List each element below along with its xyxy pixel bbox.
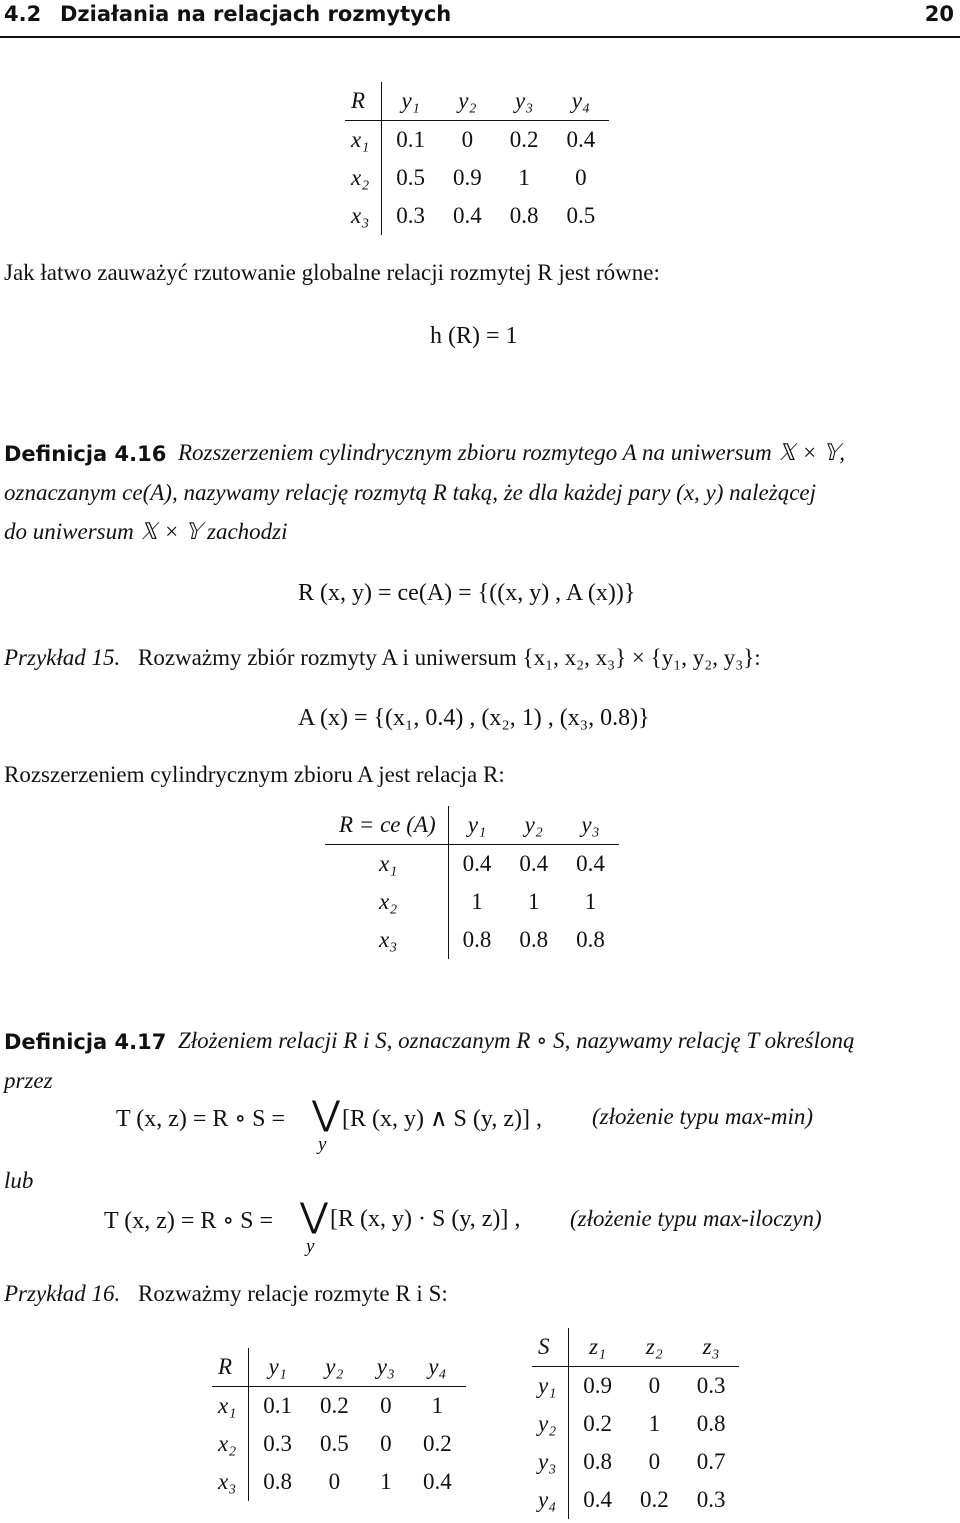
row-header: x₃ [345,197,382,235]
equation-fuzzy-set: A (x) = {(x₁, 0.4) , (x₂, 1) , (x₃, 0.8)} [298,705,650,731]
col-header: y₄ [409,1348,466,1387]
table-cell: 0.8 [519,927,549,952]
table-cell: 0.4 [462,851,492,876]
table-cell: 0 [380,1431,392,1456]
table-cell: 0.1 [396,127,425,152]
table-cell: 0.8 [462,927,492,952]
col-header: y₁ [382,82,439,121]
table-cell: 0.8 [263,1469,292,1494]
equation-note: (złożenie typu max-iloczyn) [570,1206,822,1231]
table-cell: 0.4 [566,127,596,152]
table-corner: R [345,82,382,121]
definition-label: Definicja 4.16 [4,442,167,466]
definition-text: Złożeniem relacji R i S, oznaczanym R ∘ S, nazywamy relację T określoną [178,1028,855,1053]
table-cell: 0.3 [396,203,425,228]
table-cell: 1 [648,1411,661,1436]
equation-cylindrical: R (x, y) = ce(A) = {((x, y) , A (x))} [298,580,636,606]
table-cell: 0.5 [319,1431,349,1456]
operator-subscript: y [306,1236,315,1257]
example-label: Przykład 16. [4,1281,121,1306]
table-cell: 1 [431,1393,444,1418]
equation-max-min-lhs: T (x, z) = R ∘ S = [116,1106,286,1132]
definition-text: Rozszerzeniem cylindrycznym zbioru rozmytego A na uniwersum 𝕏 × 𝕐, [178,440,845,465]
table-cell: 0 [328,1469,341,1494]
row-header: x₃ [212,1463,249,1501]
table-cell: 0.3 [696,1373,726,1398]
col-header: y₁ [448,806,505,845]
table-cell: 0 [648,1449,661,1474]
table-cell: 0.8 [509,203,539,228]
col-header: z₃ [683,1328,740,1367]
table-cell: 0.4 [422,1469,452,1494]
table-cell: 1 [518,165,530,190]
table-corner: R = ce (A) [325,806,448,845]
table-cell: 0.2 [422,1431,452,1456]
table-cell: 0 [380,1393,392,1418]
row-header: y₃ [532,1443,569,1481]
operator-subscript: y [318,1134,327,1155]
equation-note: (złożenie typu max-min) [592,1104,813,1129]
paragraph: Jak łatwo zauważyć rzutowanie globalne relacji rozmytej R jest równe: [4,260,660,285]
relation-table-s [532,1328,739,1519]
row-header: x₂ [212,1425,249,1463]
row-header: x₁ [212,1387,249,1426]
col-header: y₁ [249,1348,306,1387]
table-cell: 1 [471,889,483,914]
equation-max-product-rhs: [R (x, y) · S (y, z)] , [330,1206,521,1232]
col-header: y₂ [505,806,562,845]
table-cell: 0 [575,165,587,190]
col-header: y₃ [562,806,619,845]
section-title: Działania na relacjach rozmytych [60,2,452,26]
table-corner: S [532,1328,569,1367]
row-header: x₂ [325,883,448,921]
col-header: z₂ [626,1328,683,1367]
row-header: y₂ [532,1405,569,1443]
table-cell: 0.4 [519,851,549,876]
table-cell: 0.3 [696,1487,726,1512]
table-cell: 0.5 [396,165,425,190]
table-cell: 1 [527,889,540,914]
example-label: Przykład 15. [4,645,121,670]
table-cell: 0.8 [696,1411,726,1436]
paragraph: Rozszerzeniem cylindrycznym zbioru A jest relacja R: [4,762,505,787]
table-cell: 0.2 [319,1393,349,1418]
col-header: y₂ [306,1348,363,1387]
table-cell: 0.9 [583,1373,612,1398]
col-header: z₁ [569,1328,626,1367]
table-cell: 0.2 [509,127,539,152]
table-cell: 0.8 [576,927,605,952]
table-cell: 0.2 [639,1487,669,1512]
row-header: x₃ [325,921,448,959]
table-cell: 0.8 [583,1449,612,1474]
row-header: x₂ [345,159,382,197]
col-header: y₂ [439,82,496,121]
equation-max-min-rhs: [R (x, y) ∧ S (y, z)] , [342,1106,542,1132]
col-header: y₃ [496,82,553,121]
big-vee-operator: ⋁ [300,1198,328,1235]
page-number: 20 [924,2,954,26]
connector-text: lub [4,1168,34,1193]
table-cell: 0.3 [263,1431,292,1456]
row-header: x₁ [345,121,382,160]
col-header: y₄ [552,82,609,121]
col-header: y₃ [363,1348,409,1387]
relation-table-ce [325,806,619,959]
table-cell: 0.4 [452,203,482,228]
table-cell: 0.2 [583,1411,612,1436]
table-cell: 0.4 [583,1487,612,1512]
table-cell: 0 [648,1373,661,1398]
table-corner: R [212,1348,249,1387]
row-header: y₁ [532,1367,569,1406]
row-header: y₄ [532,1481,569,1519]
definition-text: przez [4,1068,53,1093]
equation-h-r: h (R) = 1 [430,323,518,349]
definition-text: do uniwersum 𝕏 × 𝕐 zachodzi [4,519,288,544]
example-text: Rozważmy zbiór rozmyty A i uniwersum {x₁, x₂, x₃} × {y₁, y₂, y₃}: [138,645,761,670]
table-cell: 0 [461,127,474,152]
section-number: 4.2 [4,2,42,26]
definition-text: oznaczanym ce(A), nazywamy relację rozmytą R taką, że dla każdej pary (x, y) należącej [4,480,816,505]
big-vee-operator: ⋁ [312,1096,340,1133]
relation-table-r [212,1348,466,1501]
example-text: Rozważmy relacje rozmyte R i S: [138,1281,448,1306]
table-cell: 0.9 [452,165,482,190]
table-cell: 1 [584,889,597,914]
table-cell: 0.7 [696,1449,726,1474]
relation-table-r1 [345,82,609,235]
table-cell: 0.4 [576,851,605,876]
table-cell: 0.5 [566,203,596,228]
equation-max-product-lhs: T (x, z) = R ∘ S = [104,1208,274,1234]
definition-label: Definicja 4.17 [4,1030,167,1054]
table-cell: 1 [380,1469,392,1494]
row-header: x₁ [325,845,448,884]
table-cell: 0.1 [263,1393,292,1418]
header-rule [0,36,960,38]
